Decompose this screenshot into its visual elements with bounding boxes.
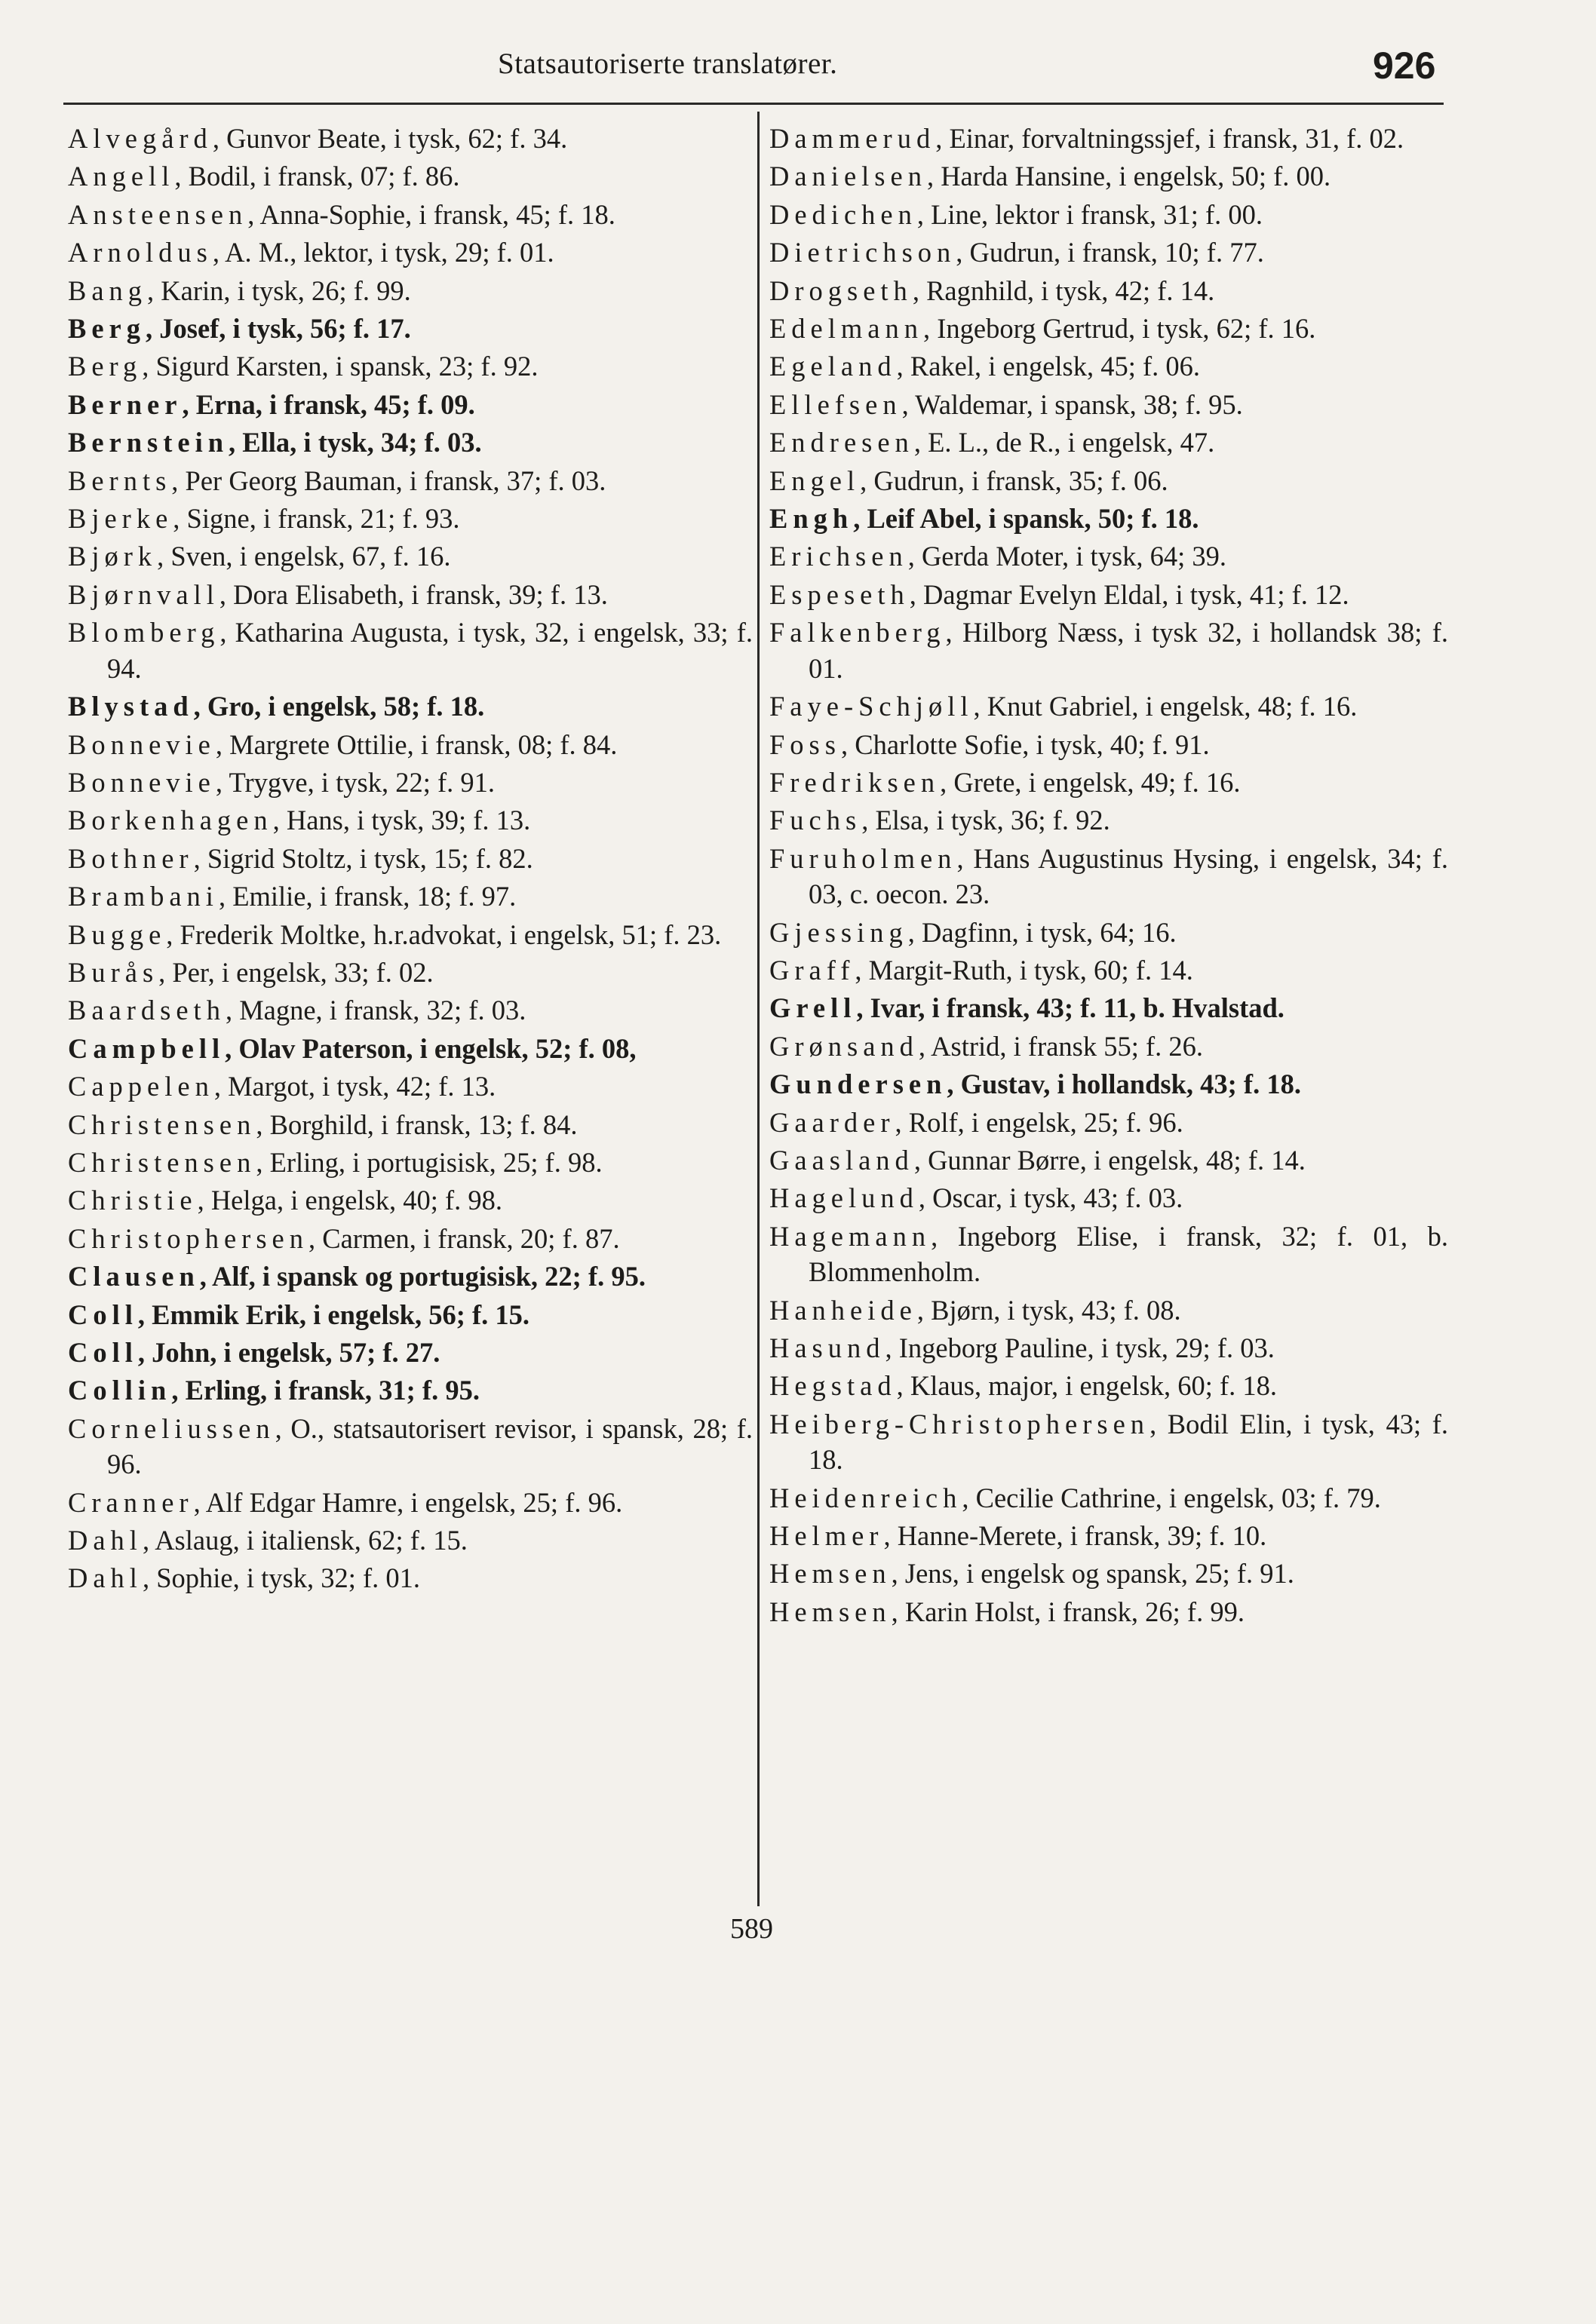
entry-surname: Hegstad (769, 1370, 897, 1402)
entry-surname: Bugge (68, 918, 167, 950)
entry-details: , Aslaug, i italiensk, 62; f. 15. (142, 1525, 468, 1556)
entry-surname: Bothner (68, 842, 194, 874)
entry-surname: Gaasland (769, 1144, 914, 1176)
directory-entry (68, 765, 753, 800)
entry-surname: Dahl (68, 1562, 143, 1594)
entry-surname: Bernstein (68, 427, 229, 458)
directory-entry (68, 538, 753, 574)
entry-surname: Grønsand (769, 1030, 919, 1062)
entry-surname: Grell (769, 992, 857, 1024)
entry-surname: Furuholmen (769, 842, 957, 874)
directory-entry (769, 615, 1448, 686)
entry-surname: Christensen (68, 1108, 256, 1140)
left-column (68, 121, 753, 1599)
entry-details: , Ingeborg Elise, i fransk, 32; f. 01, b. Blommenholm. (809, 1220, 1448, 1288)
entry-surname: Foss (769, 728, 841, 760)
entry-details: , Bjørn, i tysk, 43; f. 08. (916, 1294, 1181, 1326)
right-column (769, 121, 1448, 1632)
entry-details: , Margit-Ruth, i tysk, 60; f. 14. (855, 954, 1193, 986)
entry-details: , Charlotte Sofie, i tysk, 40; f. 91. (840, 728, 1210, 760)
entry-details: , E. L., de R., i engelsk, 47. (913, 427, 1215, 458)
entry-details: , Cecilie Cathrine, i engelsk, 03; f. 79. (962, 1482, 1381, 1513)
directory-entry (68, 955, 753, 990)
entry-details: , Magne, i fransk, 32; f. 03. (225, 995, 526, 1026)
entry-details: , Sven, i engelsk, 67, f. 16. (157, 541, 451, 572)
entry-details: , A. M., lektor, i tysk, 29; f. 01. (212, 237, 554, 268)
directory-entry (769, 577, 1448, 612)
entry-details: , Ingeborg Gertrud, i tysk, 62; f. 16. (922, 313, 1316, 345)
entry-details: , O., statsautorisert revisor, i spansk, 28; f. 96. (107, 1412, 753, 1480)
entry-surname: Edelmann (769, 313, 923, 345)
directory-entry (68, 878, 753, 914)
directory-entry (769, 1330, 1448, 1366)
entry-surname: Bernts (68, 464, 172, 496)
entry-details: , Gustav, i hollandsk, 43; f. 18. (947, 1068, 1301, 1100)
directory-entry (68, 1335, 753, 1370)
entry-surname: Gundersen (769, 1068, 947, 1100)
directory-entry (769, 387, 1448, 422)
entry-surname: Angell (68, 161, 175, 192)
directory-entry (769, 1518, 1448, 1553)
entry-surname: Bjørk (68, 541, 158, 572)
directory-entry (769, 915, 1448, 950)
column-divider (757, 112, 760, 1906)
directory-entry (68, 1411, 753, 1482)
directory-entry (769, 952, 1448, 988)
entry-details: , Per, i engelsk, 33; f. 02. (158, 956, 434, 988)
entry-surname: Hagemann (769, 1220, 932, 1252)
entry-details: , Jens, i engelsk og spansk, 25; f. 91. (891, 1558, 1294, 1590)
entry-details: , Karin Holst, i fransk, 26; f. 99. (891, 1596, 1245, 1627)
entry-details: , Margot, i tysk, 42; f. 13. (213, 1071, 496, 1102)
entry-surname: Fredriksen (769, 766, 941, 798)
entry-details: , John, i engelsk, 57; f. 27. (137, 1337, 440, 1368)
directory-entry (68, 1560, 753, 1596)
entry-surname: Corneliussen (68, 1412, 275, 1444)
directory-entry (769, 197, 1448, 232)
entry-surname: Brambani (68, 881, 219, 912)
entry-details: , Alf, i spansk og portugisisk, 22; f. 95. (199, 1261, 646, 1292)
directory-entry (68, 727, 753, 762)
directory-entry (68, 1182, 753, 1218)
entry-details: , Harda Hansine, i engelsk, 50; f. 00. (926, 161, 1331, 192)
entry-surname: Borkenhagen (68, 805, 273, 836)
entry-details: , Borghild, i fransk, 13; f. 84. (256, 1108, 578, 1140)
entry-surname: Falkenberg (769, 617, 946, 648)
entry-details: , Hans, i tysk, 39; f. 13. (272, 805, 531, 836)
entry-details: , Gerda Moter, i tysk, 64; 39. (907, 541, 1226, 572)
entry-details: , Erling, i portugisisk, 25; f. 98. (256, 1146, 603, 1178)
entry-surname: Engh (769, 503, 854, 535)
directory-entry (68, 1259, 753, 1294)
entry-surname: Cappelen (68, 1071, 214, 1102)
entry-details: , Emilie, i fransk, 18; f. 97. (218, 881, 517, 912)
entry-details: , Carmen, i fransk, 20; f. 87. (308, 1222, 620, 1254)
entry-details: , Alf Edgar Hamre, i engelsk, 25; f. 96. (193, 1486, 623, 1518)
entry-details: , Bodil, i fransk, 07; f. 86. (174, 161, 460, 192)
entry-surname: Clausen (68, 1261, 200, 1292)
entry-surname: Coll (68, 1298, 138, 1330)
directory-entry (769, 501, 1448, 536)
directory-entry (769, 425, 1448, 460)
entry-details: , Dora Elisabeth, i fransk, 39; f. 13. (219, 578, 608, 610)
directory-entry (68, 348, 753, 384)
directory-entry (68, 577, 753, 612)
entry-surname: Baardseth (68, 995, 226, 1026)
directory-entry (68, 1372, 753, 1408)
entry-details: , Elsa, i tysk, 36; f. 92. (861, 805, 1110, 836)
directory-entry (68, 158, 753, 194)
directory-entry (68, 1107, 753, 1142)
directory-entry (68, 1145, 753, 1180)
directory-entry (68, 463, 753, 498)
entry-details: , Sigurd Karsten, i spansk, 23; f. 92. (142, 351, 539, 382)
directory-entry (769, 1142, 1448, 1178)
directory-entry (769, 463, 1448, 498)
entry-surname: Blystad (68, 691, 194, 722)
entry-details: , Rakel, i engelsk, 45; f. 06. (896, 351, 1201, 382)
entry-surname: Dammerud (769, 123, 936, 154)
entry-surname: Christie (68, 1185, 198, 1216)
directory-entry (68, 1485, 753, 1520)
entry-details: , Ella, i tysk, 34; f. 03. (229, 427, 482, 458)
entry-surname: Hasund (769, 1332, 885, 1363)
directory-entry (769, 688, 1448, 724)
entry-details: , Helga, i engelsk, 40; f. 98. (197, 1185, 503, 1216)
entry-surname: Espeseth (769, 578, 910, 610)
directory-entry (769, 1556, 1448, 1591)
directory-entry (68, 1031, 753, 1066)
entry-surname: Coll (68, 1337, 138, 1368)
header-rule (63, 103, 1444, 105)
page-title: Statsautoriserte translatører. (498, 48, 838, 80)
entry-details: , Karin, i tysk, 26; f. 99. (147, 274, 411, 306)
directory-entry (68, 1068, 753, 1104)
entry-surname: Fuchs (769, 805, 862, 836)
entry-details: , Gunvor Beate, i tysk, 62; f. 34. (212, 123, 568, 154)
directory-entry (769, 158, 1448, 194)
entry-surname: Berg (68, 351, 143, 382)
entry-details: , Grete, i engelsk, 49; f. 16. (940, 766, 1241, 798)
entry-surname: Arnoldus (68, 237, 213, 268)
footer-page-number: 589 (730, 1913, 773, 1945)
directory-entry (769, 841, 1448, 912)
entry-details: , Frederik Moltke, h.r.advokat, i engelsk, 51; f. 23. (166, 918, 722, 950)
directory-entry (769, 121, 1448, 156)
directory-entry (769, 727, 1448, 762)
directory-entry (769, 1406, 1448, 1478)
entry-details: , Sophie, i tysk, 32; f. 01. (142, 1562, 421, 1594)
directory-entry (68, 197, 753, 232)
entry-details: , Knut Gabriel, i engelsk, 48; f. 16. (973, 691, 1358, 722)
entry-surname: Blomberg (68, 617, 220, 648)
entry-surname: Bonnevie (68, 728, 216, 760)
directory-entry (68, 501, 753, 536)
entry-details: , Gudrun, i fransk, 10; f. 77. (956, 237, 1264, 268)
page-number: 926 (1373, 44, 1436, 87)
directory-entry (68, 841, 753, 876)
entry-surname: Christophersen (68, 1222, 308, 1254)
entry-surname: Heiberg-Christophersen (769, 1408, 1150, 1439)
directory-entry (68, 273, 753, 308)
entry-surname: Gjessing (769, 916, 908, 948)
entry-surname: Drogseth (769, 274, 913, 306)
directory-entry (769, 1105, 1448, 1140)
directory-entry (769, 1219, 1448, 1290)
directory-entry (68, 1522, 753, 1558)
entry-surname: Egeland (769, 351, 897, 382)
entry-details: , Ragnhild, i tysk, 42; f. 14. (912, 274, 1215, 306)
entry-surname: Campbell (68, 1032, 226, 1064)
entry-surname: Hemsen (769, 1596, 892, 1627)
directory-entry (769, 1066, 1448, 1102)
entry-surname: Bang (68, 274, 148, 306)
entry-details: , Per Georg Bauman, i fransk, 37; f. 03. (171, 464, 606, 496)
entry-surname: Bjerke (68, 503, 173, 535)
entry-details: , Josef, i tysk, 56; f. 17. (146, 313, 411, 345)
directory-entry (68, 235, 753, 270)
entry-surname: Endresen (769, 427, 914, 458)
entry-details: , Line, lektor i fransk, 31; f. 00. (916, 198, 1263, 230)
directory-entry (769, 1292, 1448, 1328)
entry-details: , Leif Abel, i spansk, 50; f. 18. (853, 503, 1199, 535)
directory-entry (68, 1221, 753, 1256)
directory-entry (68, 992, 753, 1028)
directory-entry (68, 1297, 753, 1332)
entry-surname: Ansteensen (68, 198, 248, 230)
entry-details: , Hanne-Merete, i fransk, 39; f. 10. (883, 1520, 1267, 1552)
directory-entry (769, 273, 1448, 308)
directory-entry (68, 387, 753, 422)
directory-entry (769, 348, 1448, 384)
entry-details: , Dagmar Evelyn Eldal, i tysk, 41; f. 12. (909, 578, 1349, 610)
entry-details: , Oscar, i tysk, 43; f. 03. (918, 1182, 1183, 1214)
entry-surname: Cranner (68, 1486, 194, 1518)
directory-entry (769, 538, 1448, 574)
entry-surname: Berner (68, 388, 183, 420)
directory-entry (769, 765, 1448, 800)
directory-entry (68, 688, 753, 724)
directory-entry (769, 990, 1448, 1026)
entry-details: , Gro, i engelsk, 58; f. 18. (193, 691, 485, 722)
page-header (0, 0, 1596, 106)
entry-surname: Hemsen (769, 1558, 892, 1590)
entry-surname: Erichsen (769, 541, 908, 572)
entry-details: , Astrid, i fransk 55; f. 26. (918, 1030, 1204, 1062)
entry-surname: Berg (68, 313, 146, 345)
directory-entry (769, 235, 1448, 270)
entry-surname: Gaarder (769, 1106, 895, 1138)
entry-details: , Ingeborg Pauline, i tysk, 29; f. 03. (885, 1332, 1275, 1363)
directory-entry (769, 311, 1448, 346)
directory-entry (769, 1180, 1448, 1216)
entry-details: , Klaus, major, i engelsk, 60; f. 18. (896, 1370, 1277, 1402)
entry-surname: Collin (68, 1375, 172, 1406)
entry-details: , Trygve, i tysk, 22; f. 91. (215, 766, 496, 798)
entry-details: , Gunnar Børre, i engelsk, 48; f. 14. (913, 1144, 1306, 1176)
entry-details: , Erling, i fransk, 31; f. 95. (171, 1375, 480, 1406)
entry-surname: Faye-Schjøll (769, 691, 974, 722)
entry-surname: Danielsen (769, 161, 927, 192)
entry-details: , Dagfinn, i tysk, 64; 16. (907, 916, 1177, 948)
entry-details: , Ivar, i fransk, 43; f. 11, b. Hvalstad. (856, 992, 1284, 1024)
directory-entry (769, 1029, 1448, 1064)
entry-surname: Bjørnvall (68, 578, 219, 610)
entry-details: , Katharina Augusta, i tysk, 32, i engelsk, 33; f. 94. (107, 617, 753, 684)
entry-surname: Ellefsen (769, 388, 902, 420)
entry-details: , Signe, i fransk, 21; f. 93. (173, 503, 460, 535)
entry-surname: Helmer (769, 1520, 884, 1552)
entry-details: , Sigrid Stoltz, i tysk, 15; f. 82. (193, 842, 533, 874)
directory-entry (68, 121, 753, 156)
directory-entry (68, 425, 753, 460)
entry-surname: Burås (68, 956, 159, 988)
entry-details: , Hans Augustinus Hysing, i engelsk, 34; f. 03, c. oecon. 23. (809, 842, 1448, 910)
entry-details: , Emmik Erik, i engelsk, 56; f. 15. (137, 1298, 530, 1330)
directory-entry (68, 311, 753, 346)
entry-details: , Waldemar, i spansk, 38; f. 95. (901, 388, 1243, 420)
directory-entry (769, 1480, 1448, 1516)
entry-surname: Graff (769, 954, 855, 986)
entry-surname: Bonnevie (68, 766, 216, 798)
entry-details: , Margrete Ottilie, i fransk, 08; f. 84. (215, 728, 618, 760)
entry-surname: Heidenreich (769, 1482, 962, 1513)
entry-details: , Einar, forvaltningssjef, i fransk, 31, f. 02. (935, 123, 1404, 154)
entry-surname: Dietrichson (769, 237, 956, 268)
entry-surname: Dedichen (769, 198, 917, 230)
entry-surname: Engel (769, 464, 861, 496)
entry-surname: Christensen (68, 1146, 256, 1178)
entry-details: , Hilborg Næss, i tysk 32, i hollandsk 38; f. 01. (809, 617, 1448, 684)
entry-details: , Rolf, i engelsk, 25; f. 96. (895, 1106, 1183, 1138)
entry-surname: Hanheide (769, 1294, 917, 1326)
directory-entry (769, 1594, 1448, 1630)
entry-surname: Alvegård (68, 123, 213, 154)
entry-details: , Erna, i fransk, 45; f. 09. (182, 388, 475, 420)
directory-entry (68, 802, 753, 838)
entry-details: , Olav Paterson, i engelsk, 52; f. 08, (225, 1032, 637, 1064)
directory-entry (769, 1368, 1448, 1403)
entry-details: , Gudrun, i fransk, 35; f. 06. (860, 464, 1168, 496)
entry-details: , Bodil Elin, i tysk, 43; f. 18. (809, 1408, 1448, 1476)
directory-entry (769, 802, 1448, 838)
entry-surname: Dahl (68, 1525, 143, 1556)
entry-surname: Hagelund (769, 1182, 919, 1214)
directory-entry (68, 917, 753, 952)
entry-details: , Anna-Sophie, i fransk, 45; f. 18. (247, 198, 615, 230)
directory-entry (68, 615, 753, 686)
